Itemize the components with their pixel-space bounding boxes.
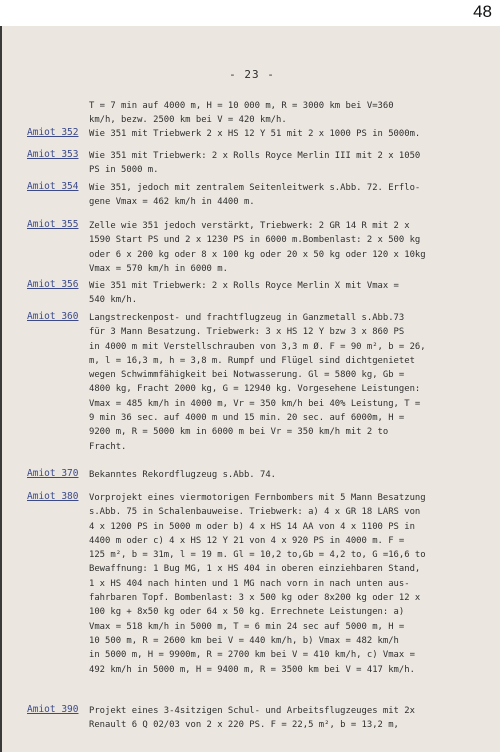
entry-text	[89, 279, 489, 308]
text-line: Wie 351 mit Triebwerk: 2 x Rolls Royce Merlin III mit 2 x 1050	[89, 151, 421, 161]
entry-text	[89, 99, 489, 128]
text-line: Bekanntes Rekordflugzeug s.Abb. 74.	[89, 470, 277, 480]
text-line: Projekt eines 3-4sitzigen Schul- und Arbeitsflugzeuges mit 2x	[89, 706, 415, 716]
text-line: Zelle wie 351 jedoch verstärkt, Triebwerk: 2 GR 14 R mit 2 x	[89, 221, 410, 231]
entry-text	[89, 149, 489, 178]
scan-number-strip	[0, 0, 500, 26]
entry-text	[89, 181, 489, 210]
text-line: Wie 351, jedoch mit zentralem Seitenleitwerk s.Abb. 72. Erflo-	[89, 183, 421, 193]
entry-text	[89, 127, 489, 141]
page-number: - 23 -	[229, 68, 275, 81]
entry-label: Amiot 356	[27, 279, 79, 290]
text-line: Vmax = 570 km/h in 6000 m.	[89, 263, 228, 274]
text-line: 4800 kg, Fracht 2000 kg, G = 12940 kg. Vorgesehene Leistungen:	[89, 384, 421, 395]
entry-label: Amiot 360	[27, 311, 79, 322]
text-line: T = 7 min auf 4000 m, H = 10 000 m, R = 3000 km bei V=360	[89, 101, 394, 111]
entry-label: Amiot 370	[27, 468, 79, 479]
text-line: s.Abb. 75 in Schalenbauweise. Triebwerk: a) 4 x GR 18 LARS von	[89, 507, 421, 518]
text-line: 1590 Start PS und 2 x 1230 PS in 6000 m.Bombenlast: 2 x 500 kg	[89, 235, 421, 246]
text-line: 4 x 1200 PS in 5000 m oder b) 4 x HS 14 AA von 4 x 1100 PS in	[89, 521, 415, 532]
text-line: 10 500 m, R = 2600 km bei V = 440 km/h, b) Vmax = 482 km/h	[89, 635, 399, 646]
text-line: km/h, bezw. 2500 km bei V = 420 km/h.	[89, 115, 287, 126]
entry-label: Amiot 354	[27, 181, 79, 192]
text-line: Vmax = 485 km/h in 4000 m, Vr = 350 km/h bei 40% Leistung, T =	[89, 398, 421, 409]
entry-label: Amiot 380	[27, 491, 79, 502]
entry-label: Amiot 355	[27, 219, 79, 230]
text-line: Wie 351 mit Triebwerk 2 x HS 12 Y 51 mit 2 x 1000 PS in 5000m.	[89, 129, 421, 139]
text-line: in 5000 m, H = 9900m, R = 2700 km bei V = 410 km/h, c) Vmax =	[89, 650, 415, 661]
entry-label: Amiot 352	[27, 127, 79, 138]
text-line: fahrbaren Topf. Bombenlast: 3 x 500 kg oder 8x200 kg oder 12 x	[89, 593, 421, 604]
text-line: 100 kg + 8x50 kg oder 64 x 50 kg. Errechnete Leistungen: a)	[89, 607, 405, 618]
text-line: Langstreckenpost- und frachtflugzeug in Ganzmetall s.Abb.73	[89, 313, 405, 323]
entry-label: Amiot 390	[27, 704, 79, 715]
text-line: Wie 351 mit Triebwerk: 2 x Rolls Royce Merlin X mit Vmax =	[89, 281, 399, 291]
text-line: Renault 6 Q 02/03 von 2 x 220 PS. F = 22,5 m², b = 13,2 m,	[89, 720, 399, 731]
text-line: für 3 Mann Besatzung. Triebwerk: 3 x HS 12 Y bzw 3 x 860 PS	[89, 327, 405, 338]
text-line: gene Vmax = 462 km/h in 4400 m.	[89, 197, 255, 208]
text-line: 9200 m, R = 5000 km in 6000 m bei Vr = 350 km/h mit 2 to	[89, 427, 389, 438]
scan-number: 48	[473, 2, 492, 21]
text-line: 492 km/h in 5000 m, H = 9400 m, R = 3500 km bei V = 417 km/h.	[89, 664, 415, 675]
entry-label: Amiot 353	[27, 149, 79, 160]
text-line: 125 m², b = 31m, l = 19 m. Gl = 10,2 to,Gb = 4,2 to, G =16,6 to	[89, 550, 426, 561]
text-line: in 4000 m mit Verstellschrauben von 3,3 m Ø. F = 90 m², b = 26,	[89, 341, 426, 352]
text-line: m, l = 16,3 m, h = 3,8 m. Rumpf und Flügel sind dichtgenietet	[89, 355, 415, 366]
text-line: PS in 5000 m.	[89, 165, 159, 176]
document-page	[0, 26, 500, 752]
text-line: Vorprojekt eines viermotorigen Fernbombers mit 5 Mann Besatzung	[89, 493, 426, 503]
text-line: wegen Schwimmfähigkeit bei Notwasserung. Gl = 5800 kg, Gb =	[89, 370, 405, 381]
text-line: Bewaffnung: 1 Bug MG, 1 x HS 404 in oberen einziehbaren Stand,	[89, 564, 421, 575]
entry-text	[89, 491, 489, 677]
entry-text	[89, 219, 489, 276]
text-line: 9 min 36 sec. auf 4000 m und 15 min. 20 sec. auf 6000m, H =	[89, 413, 405, 424]
text-line: 540 km/h.	[89, 295, 138, 306]
text-line: oder 6 x 200 kg oder 8 x 100 kg oder 20 x 50 kg oder 120 x 10kg	[89, 249, 426, 260]
text-line: Vmax = 518 km/h in 5000 m, T = 6 min 24 sec auf 5000 m, H =	[89, 621, 405, 632]
text-line: 1 x HS 404 nach hinten und 1 MG nach vorn in nach unten aus-	[89, 578, 410, 589]
text-line: Fracht.	[89, 441, 127, 452]
entry-text	[89, 311, 489, 454]
entry-text	[89, 704, 489, 733]
entry-text	[89, 468, 489, 482]
text-line: 4400 m oder c) 4 x HS 12 Y 21 von 4 x 920 PS in 4000 m. F =	[89, 535, 405, 546]
